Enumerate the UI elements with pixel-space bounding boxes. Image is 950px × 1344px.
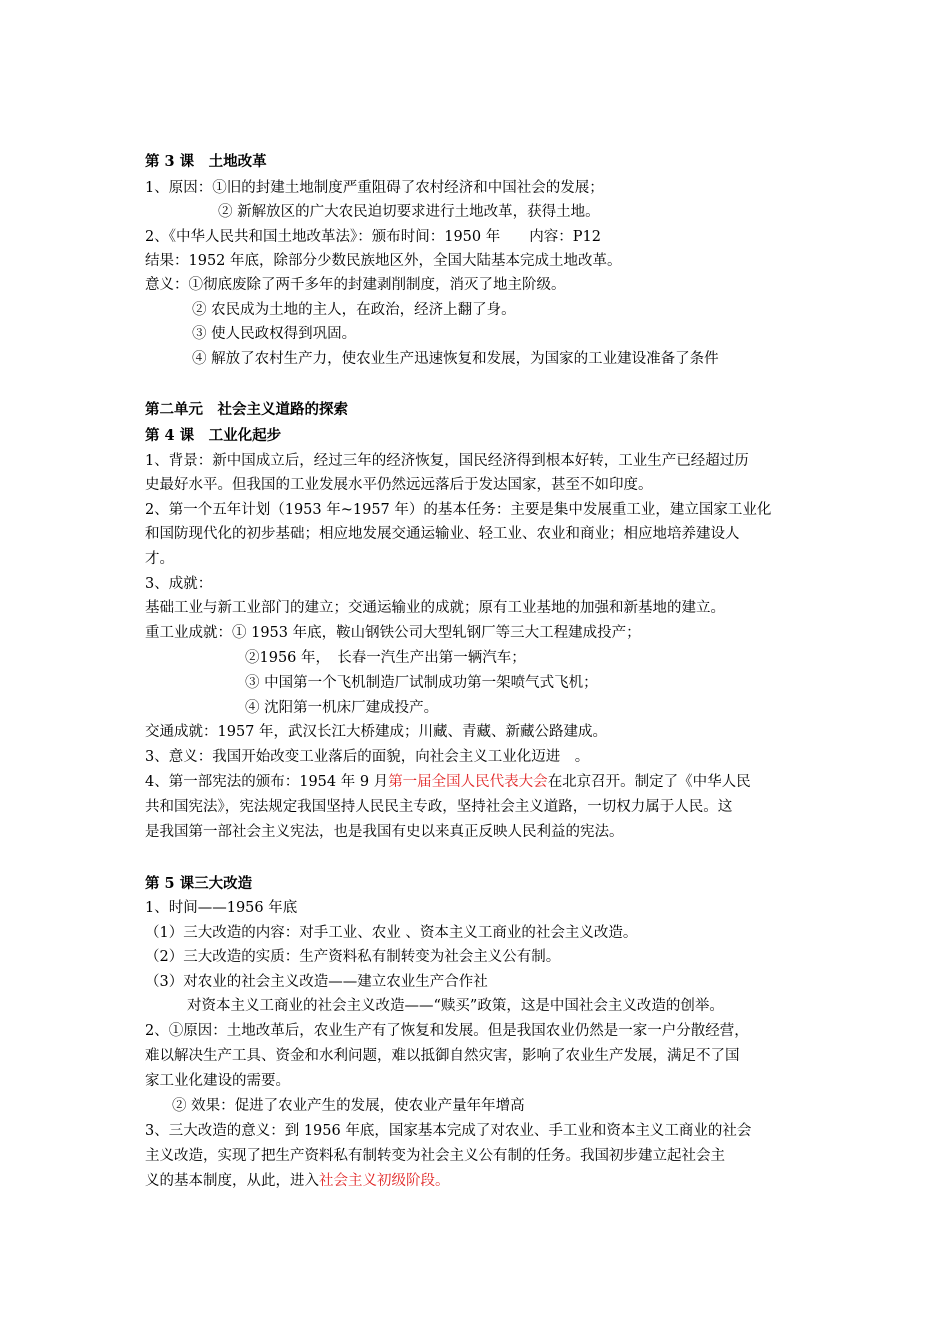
- lesson4-meaning: 3、意义：我国开始改变工业落后的面貌，向社会主义工业化迈进 。: [145, 749, 590, 765]
- lesson4-plan-1: 2、第一个五年计划（1953 年~1957 年）的基本任务：主要是集中发展重工业，建立国家工业化: [145, 502, 772, 518]
- constitution-highlight: 第一届全国人民代表大会: [388, 774, 548, 790]
- lesson5-reason-3: 家工业化建设的需要。: [145, 1073, 290, 1089]
- lesson5-time: 1、时间——1956 年底: [145, 900, 298, 916]
- lesson3-result: 结果：1952 年底，除部分少数民族地区外，全国大陆基本完成土地改革。: [145, 253, 622, 269]
- lesson4-heavy-1: 重工业成就：① 1953 年底，鞍山钢铁公司大型轧钢厂等三大工程建成投产；: [145, 625, 641, 641]
- lesson4-achievement-title: 3、成就：: [145, 576, 213, 592]
- lesson5-effect: ② 效果：促进了农业产生的发展，使农业产量年年增高: [172, 1098, 525, 1114]
- lesson5-significance-3: [145, 1170, 450, 1192]
- lesson4-title: 第 4 课 工业化起步: [145, 427, 282, 444]
- lesson4-heavy-2: ②1956 年， 长春一汽生产出第一辆汽车；: [245, 650, 526, 666]
- lesson4-heavy-4: ④ 沈阳第一机床厂建成投产。: [245, 700, 439, 716]
- lesson5-significance-2: 主义改造，实现了把生产资料私有制转变为社会主义公有制的任务。我国初步建立起社会主: [145, 1148, 725, 1164]
- lesson3-reason-2: ② 新解放区的广大农民迫切要求进行土地改革，获得土地。: [218, 204, 600, 220]
- lesson5-reason-2: 难以解决生产工具、资金和水利问题，难以抵御自然灾害，影响了农业生产发展，满足不了国: [145, 1048, 740, 1064]
- lesson4-heavy-3: ③ 中国第一个飞机制造厂试制成功第一架喷气式飞机；: [245, 675, 598, 691]
- lesson5-item-2: （2）三大改造的实质：生产资料私有制转变为社会主义公有制。: [145, 949, 561, 965]
- lesson3-title: 第 3 课 土地改革: [145, 153, 267, 170]
- lesson4-plan-2: 和国防现代化的初步基础；相应地发展交通运输业、轻工业、农业和商业；相应地培养建设人: [145, 526, 740, 542]
- lesson3-meaning-3: ③ 使人民政权得到巩固。: [192, 326, 357, 342]
- lesson4-achievement-basic: 基础工业与新工业部门的建立；交通运输业的成就；原有工业基地的加强和新基地的建立。: [145, 600, 725, 616]
- lesson3-law: 2、《中华人民共和国土地改革法》：颁布时间：1950 年 内容：P12: [145, 229, 601, 245]
- lesson4-plan-3: 才。: [145, 551, 174, 567]
- lesson5-significance-1: 3、三大改造的意义：到 1956 年底，国家基本完成了对农业、手工业和资本主义工商业的社会: [145, 1123, 752, 1139]
- significance-text: 义的基本制度，从此，进入: [145, 1173, 319, 1189]
- lesson3-meaning-4: ④ 解放了农村生产力，使农业生产迅速恢复和发展，为国家的工业建设准备了条件: [192, 351, 719, 367]
- lesson3-reason-1: 1、原因：①旧的封建土地制度严重阻碍了农村经济和中国社会的发展；: [145, 180, 604, 196]
- significance-highlight: 社会主义初级阶段。: [319, 1173, 450, 1189]
- lesson4-constitution-3: 是我国第一部社会主义宪法，也是我国有史以来真正反映人民利益的宪法。: [145, 824, 624, 840]
- lesson4-background-2: 史最好水平。但我国的工业发展水平仍然远远落后于发达国家，甚至不如印度。: [145, 477, 653, 493]
- lesson4-constitution-2: 共和国宪法》，宪法规定我国坚持人民民主专政，坚持社会主义道路，一切权力属于人民。这: [145, 799, 733, 815]
- lesson4-background-1: 1、背景：新中国成立后，经过三年的经济恢复，国民经济得到根本好转，工业生产已经超过历: [145, 453, 749, 469]
- lesson5-title: 第 5 课三大改造: [145, 875, 253, 892]
- lesson3-meaning-1: 意义：①彻底废除了两千多年的封建剥削制度，消灭了地主阶级。: [145, 277, 566, 293]
- lesson5-reason-1: 2、①原因：土地改革后，农业生产有了恢复和发展。但是我国农业仍然是一家一户分散经营，: [145, 1023, 749, 1039]
- unit2-title: 第二单元 社会主义道路的探索: [145, 401, 348, 418]
- lesson4-constitution-1: [145, 771, 751, 793]
- constitution-text-a: 4、第一部宪法的颁布：1954 年 9 月: [145, 774, 389, 790]
- lesson5-item-3: （3）对农业的社会主义改造——建立农业生产合作社: [145, 974, 488, 990]
- lesson3-meaning-2: ② 农民成为土地的主人，在政治，经济上翻了身。: [192, 302, 516, 318]
- constitution-text-c: 在北京召开。制定了《中华人民: [547, 774, 751, 790]
- lesson5-item-1: （1）三大改造的内容：对手工业、农业 、资本主义工商业的社会主义改造。: [145, 925, 638, 941]
- lesson5-item-3b: 对资本主义工商业的社会主义改造——“赎买”政策，这是中国社会主义改造的创举。: [187, 998, 724, 1014]
- lesson4-transport: 交通成就：1957 年，武汉长江大桥建成；川藏、青藏、新藏公路建成。: [145, 724, 608, 740]
